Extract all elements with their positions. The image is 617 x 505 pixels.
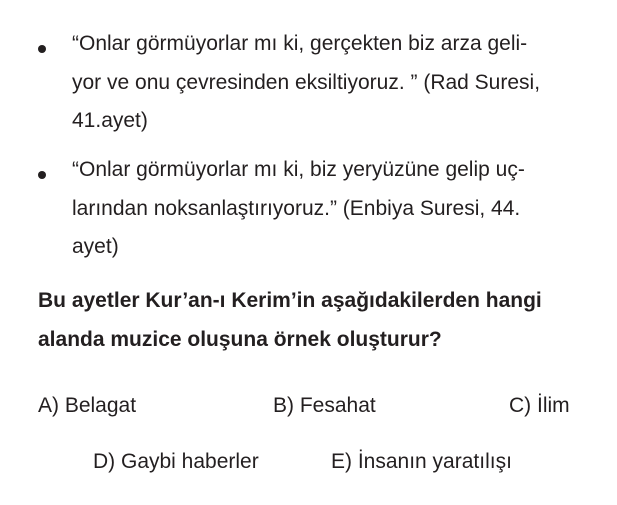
option-c[interactable]: C) İlim	[509, 394, 570, 417]
bullet-icon	[38, 171, 46, 179]
verse-2-line-1: “Onlar görmüyorlar mı ki, biz yeryüzüne gelip uç-	[72, 158, 525, 181]
bullet-icon	[38, 45, 46, 53]
verse-2-line-3: ayet)	[72, 235, 119, 258]
option-b[interactable]: B) Fesahat	[273, 394, 376, 417]
option-d[interactable]: D) Gaybi haberler	[93, 450, 259, 473]
verse-1-line-2: yor ve onu çevresinden eksiltiyoruz. ” (Rad Suresi,	[72, 71, 541, 94]
verse-1-line-3: 41.ayet)	[72, 109, 148, 132]
option-a[interactable]: A) Belagat	[38, 394, 137, 417]
verse-1-line-1: “Onlar görmüyorlar mı ki, gerçekten biz arza geli-	[72, 32, 528, 55]
question-text-line-1: Bu ayetler Kur’an-ı Kerim’in aşağıdakilerden hangi	[38, 289, 542, 312]
question-text-line-2: alanda muzice oluşuna örnek oluşturur?	[38, 328, 442, 351]
option-e[interactable]: E) İnsanın yaratılışı	[331, 450, 512, 473]
verse-2-line-2: larından noksanlaştırıyoruz.” (Enbiya Suresi, 44.	[72, 197, 521, 220]
